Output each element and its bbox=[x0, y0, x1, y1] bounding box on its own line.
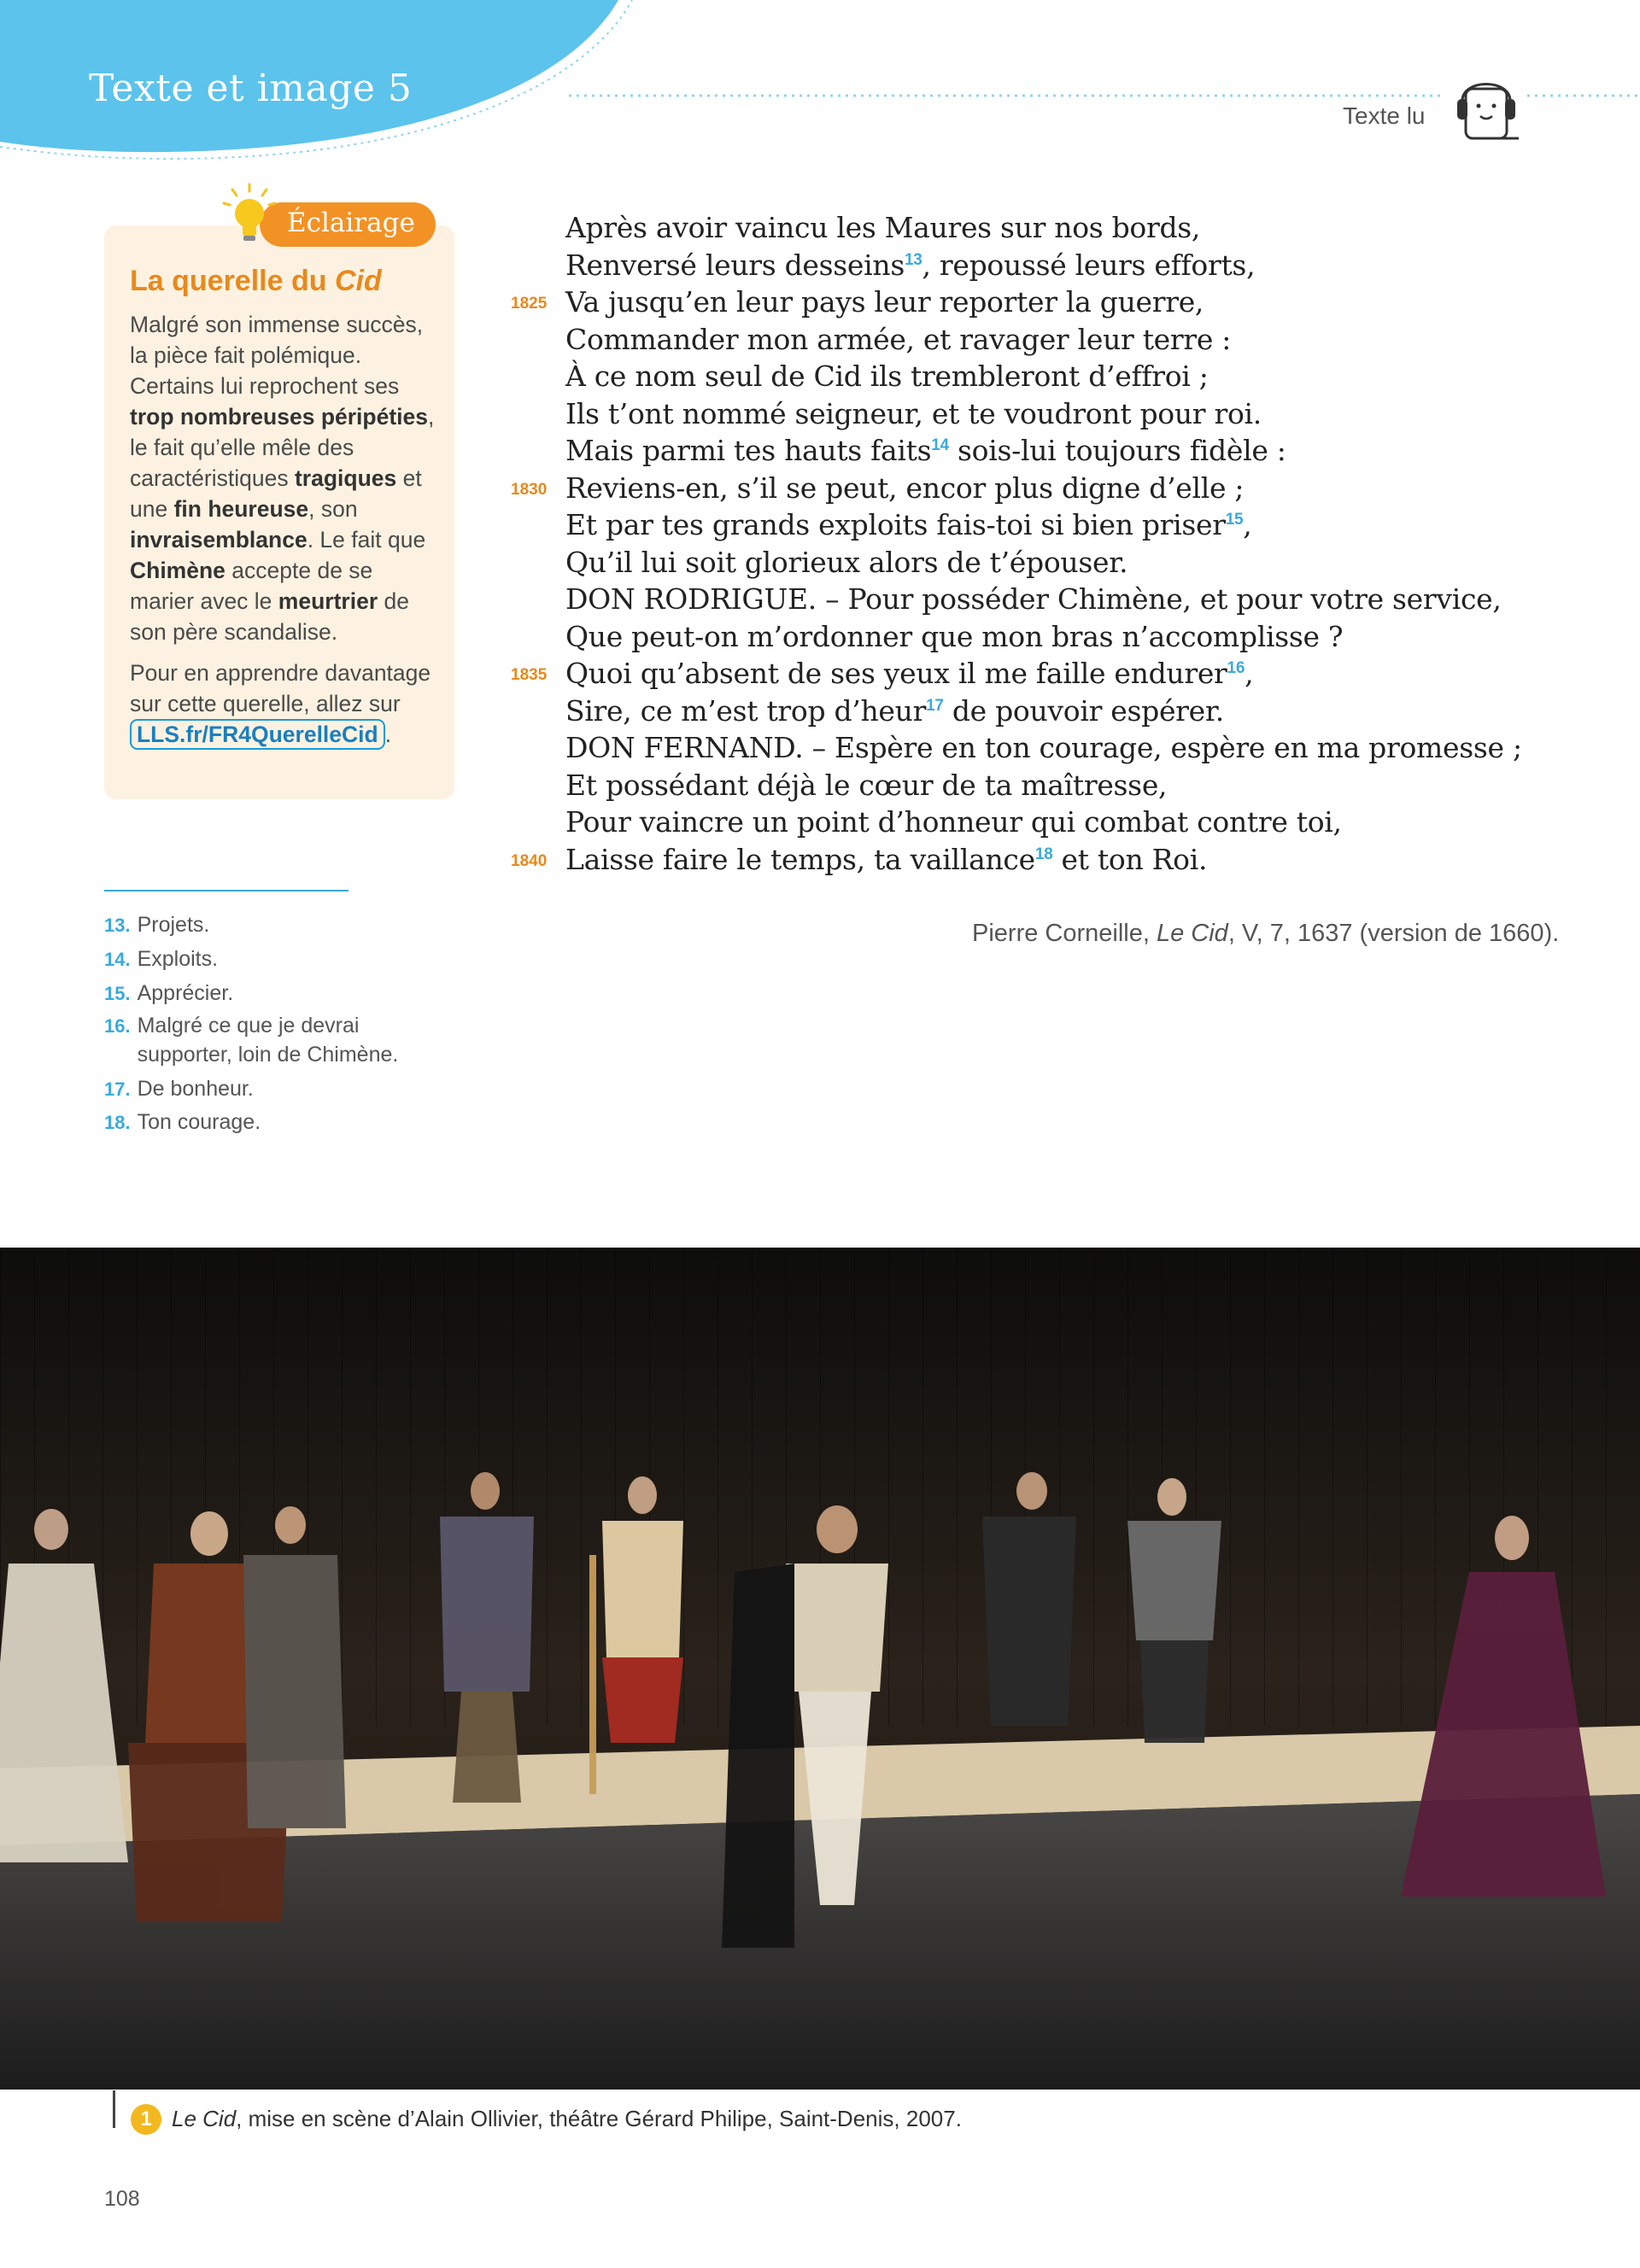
eclairage-keyword: Chimène bbox=[130, 558, 226, 583]
poem-line: Quoi qu’absent de ses yeux il me faille endurer$^{16}$, bbox=[565, 657, 1254, 690]
section-title: Texte et image 5 bbox=[89, 67, 413, 110]
footnote bbox=[104, 979, 429, 1008]
eclairage-text: , le fait qu’elle mêle des caractéristiques bbox=[130, 404, 435, 491]
eclairage-keyword: fin heureuse bbox=[173, 496, 309, 522]
querelle-link[interactable]: LLS.fr/FR4QuerelleCid bbox=[130, 719, 385, 750]
eclairage-text: , son bbox=[308, 496, 358, 522]
figure-caption: Le Cid, mise en scène d’Alain Ollivier, théâtre Gérard Philipe, Saint-Denis, 2007. bbox=[172, 2106, 962, 2131]
footnote-text: Exploits. bbox=[137, 947, 219, 971]
footnote bbox=[104, 944, 429, 974]
lightbulb-icon bbox=[217, 181, 277, 249]
eclairage-tab-label: Éclairage bbox=[287, 208, 415, 238]
poem-line: Que peut-on m’ordonner que mon bras n’accomplisse ? bbox=[565, 619, 1344, 653]
footnote-ref[interactable]: 13 bbox=[904, 250, 922, 269]
eclairage-keyword: meurtrier bbox=[278, 588, 378, 614]
eclairage-text: accepte de se marier avec le bbox=[130, 558, 373, 614]
poem-line: Ils t’ont nommé seigneur, et te voudront pour roi. bbox=[565, 396, 1262, 430]
line-number: 1825 bbox=[511, 295, 548, 313]
footnote-text: Ton courage. bbox=[137, 1110, 261, 1134]
footnote-text: De bonheur. bbox=[137, 1077, 254, 1101]
poem-line: Va jusqu’en leur pays leur reporter la guerre, bbox=[565, 285, 1204, 319]
footnote-number: 16. bbox=[104, 1015, 131, 1037]
poem-line: Et par tes grands exploits fais-toi si bien priser$^{15}$, bbox=[565, 508, 1252, 541]
caption-work: Le Cid bbox=[172, 2106, 237, 2131]
poem-line: DON RODRIGUE. – Pour posséder Chimène, et pour votre service, bbox=[565, 582, 1502, 616]
eclairage-text: de son père scandalise. bbox=[130, 588, 409, 645]
poem-line: Renversé leurs desseins$^{13}$, repoussé leurs efforts, bbox=[565, 248, 1256, 282]
eclairage-text: . Le fait que bbox=[307, 527, 426, 552]
headphones-icon[interactable] bbox=[1452, 67, 1520, 143]
footnote-number: 13. bbox=[104, 915, 131, 936]
footnote-text: Projets. bbox=[137, 913, 210, 937]
line-number: 1830 bbox=[511, 480, 548, 499]
citation-work: Le Cid bbox=[1156, 920, 1228, 947]
footnote bbox=[104, 1074, 429, 1104]
citation: Pierre Corneille, Le Cid, V, 7, 1637 (version de 1660). bbox=[972, 920, 1560, 947]
footnote bbox=[104, 1108, 429, 1137]
eclairage-keyword: tragiques bbox=[294, 465, 397, 491]
poem-line: DON FERNAND. – Espère en ton courage, espère en ma promesse ; bbox=[565, 731, 1522, 764]
line-number: 1835 bbox=[511, 666, 548, 684]
page-number: 108 bbox=[104, 2187, 140, 2211]
poem-line: Commander mon armée, et ravager leur terre : bbox=[565, 322, 1232, 356]
footnote bbox=[104, 910, 429, 940]
footnotes-divider bbox=[104, 890, 348, 891]
line-number: 1840 bbox=[511, 851, 548, 870]
figure-number: 1 bbox=[131, 2104, 161, 2135]
stage-photo bbox=[0, 1248, 1640, 2090]
poem-line: Après avoir vaincu les Maures sur nos bords, bbox=[565, 211, 1201, 244]
poem-line: Pour vaincre un point d’honneur qui combat contre toi, bbox=[565, 805, 1342, 839]
eclairage-title: La querelle du Cid bbox=[130, 265, 382, 297]
eclairage-text: et une bbox=[130, 465, 422, 522]
footnote-number: 17. bbox=[104, 1078, 131, 1100]
footnote-ref[interactable]: 15 bbox=[1225, 511, 1244, 529]
poem-line: Qu’il lui soit glorieux alors de t’épouser. bbox=[565, 545, 1128, 579]
footnote-number: 15. bbox=[104, 983, 131, 1004]
footnote-ref[interactable]: 16 bbox=[1227, 659, 1245, 677]
eclairage-text: Malgré son immense succès, la pièce fait polémique. Certains lui reprochent ses bbox=[130, 312, 424, 399]
eclairage-paragraph bbox=[130, 309, 442, 647]
poem-line: Sire, ce m’est trop d’heur$^{17}$ de pouvoir espérer. bbox=[565, 693, 1224, 728]
eclairage-more-paragraph: Pour en apprendre davantage sur cette querelle, allez sur LLS.fr/FR4QuerelleCid . bbox=[130, 658, 442, 750]
poem-line: Reviens-en, s’il se peut, encor plus digne d’elle ; bbox=[565, 471, 1245, 505]
footnote-ref[interactable]: 17 bbox=[926, 696, 944, 715]
eclairage-keyword: invraisemblance bbox=[130, 527, 308, 552]
footnote-ref[interactable]: 18 bbox=[1034, 845, 1053, 863]
footnote-text: Malgré ce que je devrai supporter, loin de Chimène. bbox=[137, 1014, 399, 1067]
poem-line: Et possédant déjà le cœur de ta maîtresse, bbox=[565, 768, 1168, 802]
poem-line: Mais parmi tes hauts faits$^{14}$ sois-lui toujours fidèle : bbox=[565, 434, 1286, 467]
footnote bbox=[104, 1011, 429, 1069]
caption-bar bbox=[113, 2090, 115, 2128]
poem-line: À ce nom seul de Cid ils trembleront d’effroi ; bbox=[565, 359, 1209, 393]
eclairage-keyword: trop nombreuses péripéties bbox=[130, 404, 429, 430]
audio-label[interactable]: Texte lu bbox=[1343, 102, 1426, 129]
footnote-ref[interactable]: 14 bbox=[931, 436, 949, 454]
eclairage-title-work: Cid bbox=[334, 265, 382, 297]
footnote-number: 18. bbox=[104, 1112, 131, 1133]
poem-line: Laisse faire le temps, ta vaillance$^{18}$ et ton Roi. bbox=[565, 842, 1208, 876]
footnote-number: 14. bbox=[104, 949, 131, 970]
footnote-text: Apprécier. bbox=[137, 981, 234, 1005]
